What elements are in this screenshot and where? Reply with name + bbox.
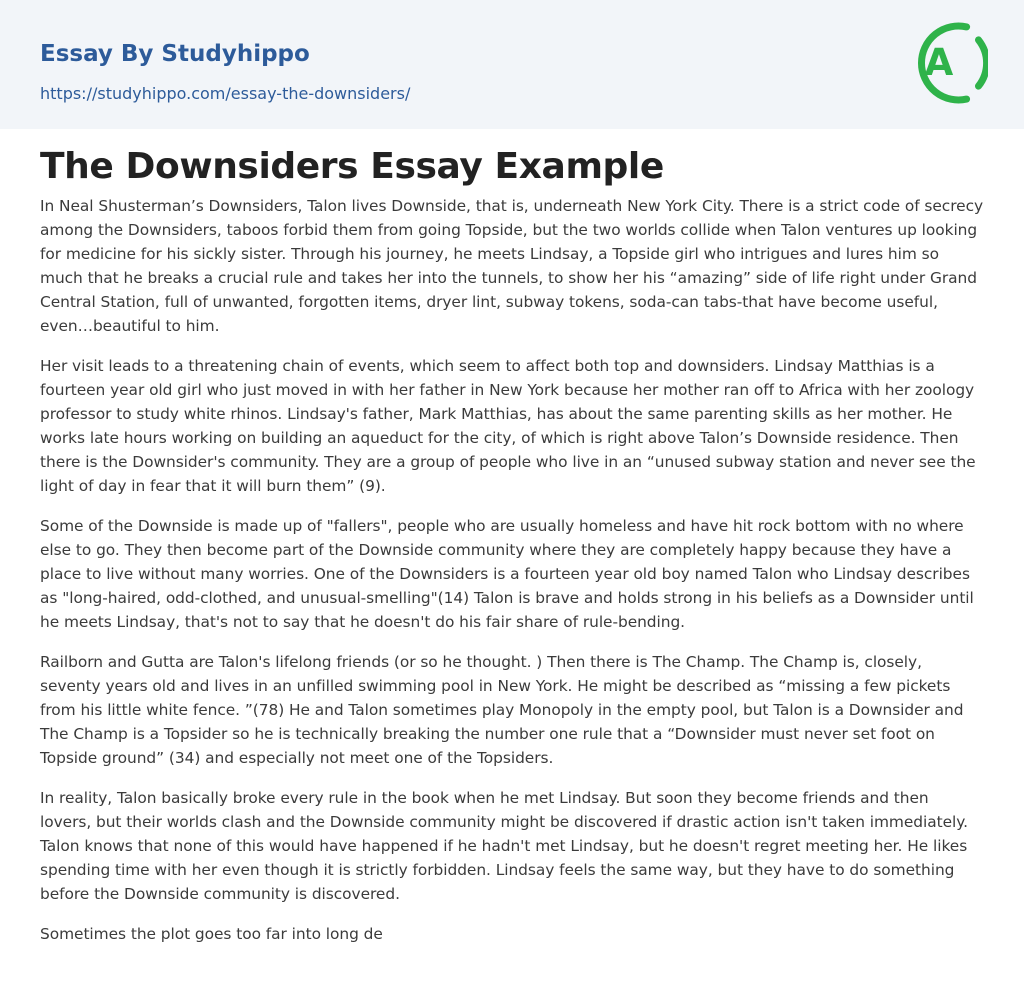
site-header [0, 0, 1024, 129]
essay-paragraph: Some of the Downside is made up of "fallers", people who are usually homeless and have hit rock bottom with no where else to go. They then become part of the Downside community where they are completely happy because they have a place to live without many worries. One of the Downsiders is a fourteen year old boy named Talon who Lindsay describes as "long-haired, odd-clothed, and unusual-smelling"(14) Talon is brave and holds strong in his beliefs as a Downsider until he meets Lindsay, that's not to say that he doesn't do his fair share of rule-bending. [40, 517, 974, 631]
essay-paragraph: Her visit leads to a threatening chain of events, which seem to affect both top and downsiders. Lindsay Matthias is a fourteen year old girl who just moved in with her father in New York because her mother ran off to Africa with her zoology professor to study white rhinos. Lindsay's father, Mark Matthias, has about the same parenting skills as her mother. He works late hours working on building an aqueduct for the city, of which is right above Talon’s Downside residence. Then there is the Downsider's community. They are a group of people who live in an “unused subway station and never see the light of day in fear that it will burn them” (9). [40, 357, 976, 495]
studyhippo-logo-icon[interactable] [908, 18, 988, 108]
essay-paragraph: In reality, Talon basically broke every rule in the book when he met Lindsay. But soon they become friends and then lovers, but their worlds clash and the Downside community might be discovered if drastic action isn't taken immediately. Talon knows that none of this would have happened if he hadn't met Lindsay, but he doesn't regret meeting her. He likes spending time with her even though it is strictly forbidden. Lindsay feels the same way, but they have to do something before the Downside community is discovered. [40, 789, 968, 903]
essay-paragraph: Railborn and Gutta are Talon's lifelong friends (or so he thought. ) Then there is The Champ. The Champ is, closely, seventy years old and lives in an unfilled swimming pool in New York. He might be described as “missing a few pickets from his little white fence. ”(78) He and Talon sometimes play Monopoly in the empty pool, but Talon is a Downsider and The Champ is a Topsider so he is technically breaking the number one rule that a “Downsider must never set foot on Topside ground” (34) and especially not meet one of the Topsiders. [40, 653, 964, 767]
source-url-link[interactable]: https://studyhippo.com/essay-the-downsiders/ [40, 84, 411, 103]
logo-letter: A [924, 41, 954, 84]
essay-paragraph-truncated: Sometimes the plot goes too far into long de [40, 925, 383, 943]
brand-title[interactable]: Essay By Studyhippo [40, 41, 310, 67]
essay-paragraph: In Neal Shusterman’s Downsiders, Talon lives Downside, that is, underneath New York City. There is a strict code of secrecy among the Downsiders, taboos forbid them from going Topside, but the two worlds collide when Talon ventures up looking for medicine for his sickly sister. Through his journey, he meets Lindsay, a Topside girl who intrigues and lures him so much that he breaks a crucial rule and takes her into the tunnels, to show her his “amazing” side of life right under Grand Central Station, full of unwanted, forgotten items, dryer lint, subway tokens, soda-can tabs-that have become useful, even…beautiful to him. [40, 197, 984, 335]
page-title: The Downsiders Essay Example [40, 146, 664, 187]
